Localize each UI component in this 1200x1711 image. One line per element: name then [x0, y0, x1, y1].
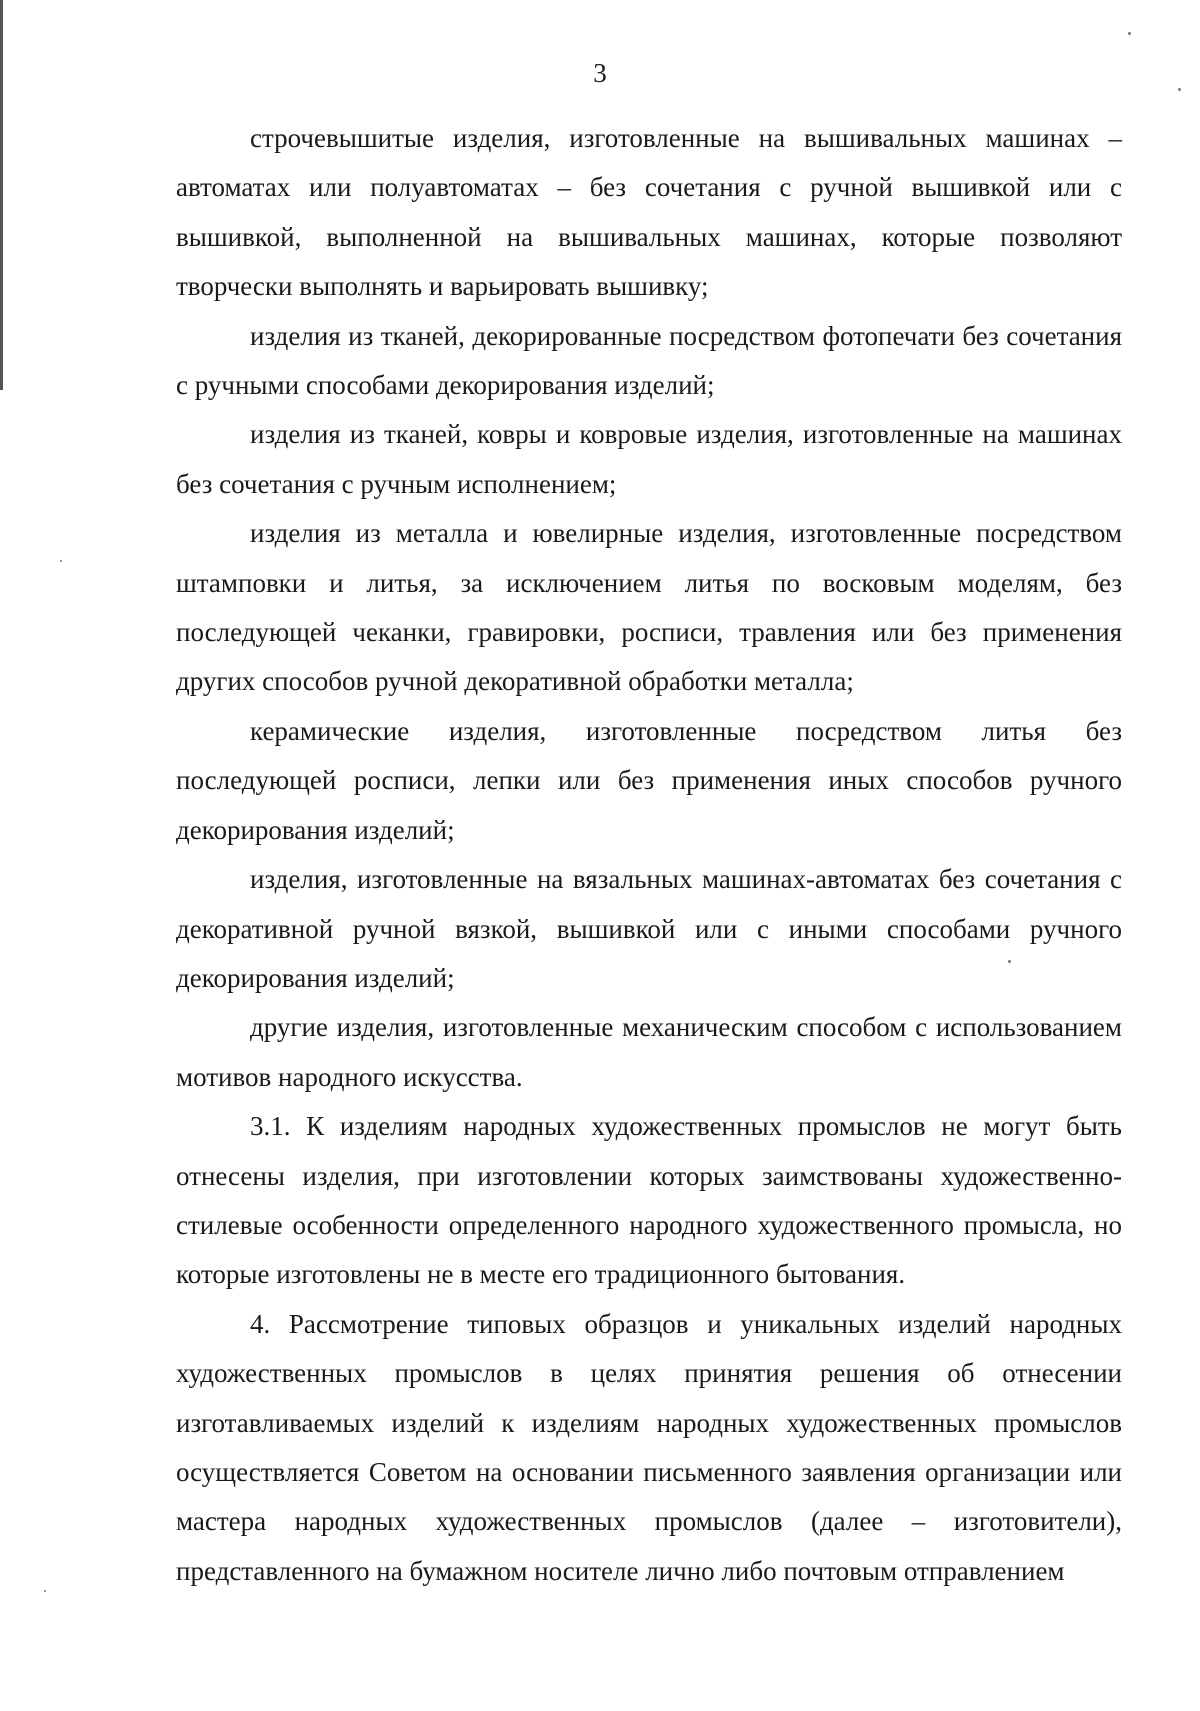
page-number: 3	[593, 58, 607, 88]
paragraph-clause-4: 4. Рассмотрение типовых образцов и уникальных изделий народных художественных промыслов в целях принятия решения об отнесении изготавливаемых изделий к изделиям народных художественных промыслов осуществляется Советом на основании письменного заявления организации или мастера народных художественных промыслов (далее – изготовители), представленного на бумажном носителе лично либо почтовым отправлением	[176, 1308, 1122, 1586]
scan-speck	[1008, 960, 1011, 963]
scan-speck	[1178, 88, 1181, 91]
paragraph-machine-carpets: изделия из тканей, ковры и ковровые изделия, изготовленные на машинах без сочетания с ручным исполнением;	[176, 419, 1122, 499]
paragraph-ceramics: керамические изделия, изготовленные посредством литья без последующей росписи, лепки или без применения иных способов ручного декорирования изделий;	[176, 715, 1122, 845]
paragraph-knitted-items: изделия, изготовленные на вязальных машинах-автоматах без сочетания с декоративной ручной вязкой, вышивкой или с иными способами ручного декорирования изделий;	[176, 864, 1122, 993]
paragraph-embroidered-items: строчевышитые изделия, изготовленные на вышивальных машинах – автоматах или полуавтоматах – без сочетания с ручной вышивкой или с вышивкой, выполненной на вышивальных машинах, которые позволяют творчески выполнять и варьировать вышивку;	[176, 123, 1122, 302]
paragraph-clause-3-1: 3.1. К изделиям народных художественных промыслов не могут быть отнесены изделия, при изготовлении которых заимствованы художественно-стилевые особенности определенного народного художественного промысла, но которые изготовлены не в месте его традиционного бытования.	[176, 1111, 1122, 1290]
paragraph-other-items: другие изделия, изготовленные механическим способом с использованием мотивов народного искусства.	[176, 1012, 1122, 1092]
scan-speck	[1128, 32, 1131, 35]
scan-speck	[60, 560, 62, 562]
document-body	[176, 114, 1122, 1596]
paragraph-photoprint-fabrics: изделия из тканей, декорированные посредством фотопечати без сочетания с ручными способами декорирования изделий;	[176, 320, 1122, 401]
scan-speck	[44, 1590, 46, 1592]
paragraph-metal-jewelry: изделия из металла и ювелирные изделия, изготовленные посредством штамповки и литья, за исключением литья по восковым моделям, без последующей чеканки, гравировки, росписи, травления или без применения других способов ручной декоративной обработки металла;	[176, 518, 1122, 697]
